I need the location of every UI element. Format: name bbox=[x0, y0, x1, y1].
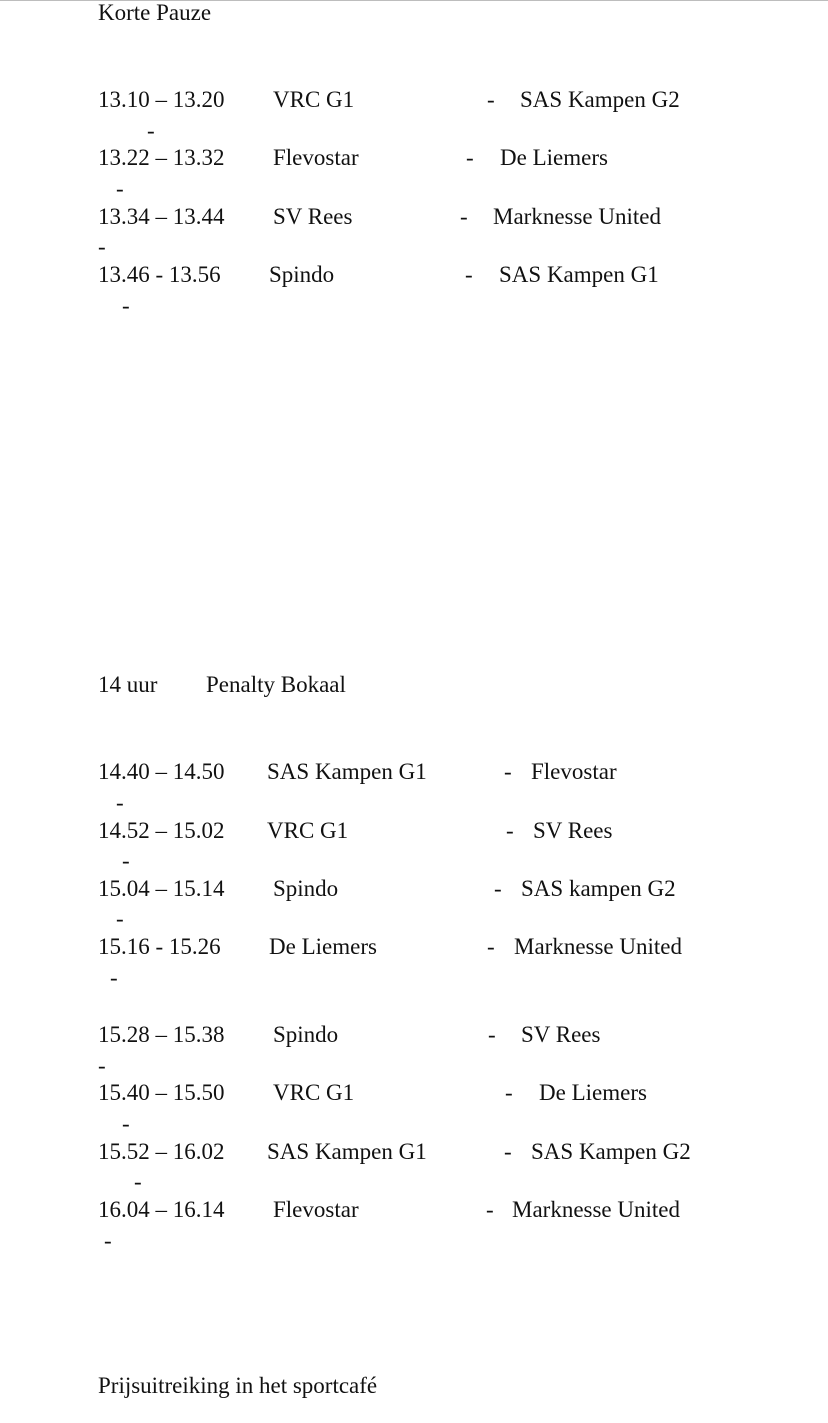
match-separator: - bbox=[505, 1080, 513, 1105]
match-home-team: SV Rees bbox=[273, 204, 353, 229]
match-time: 13.10 – 13.20 bbox=[98, 87, 225, 112]
match-time: 13.22 – 13.32 bbox=[98, 145, 225, 170]
penalty-label: Penalty Bokaal bbox=[206, 672, 346, 697]
match-away-team: SV Rees bbox=[533, 818, 613, 843]
match-away-team: Marknesse United bbox=[512, 1197, 680, 1222]
match-separator: - bbox=[504, 1139, 512, 1164]
match-home-team: SAS Kampen G1 bbox=[267, 1139, 427, 1164]
stray-dash: - bbox=[98, 1053, 106, 1078]
match-time: 15.28 – 15.38 bbox=[98, 1022, 225, 1047]
match-home-team: VRC G1 bbox=[267, 818, 349, 843]
match-away-team: Marknesse United bbox=[514, 934, 682, 959]
match-home-team: Flevostar bbox=[273, 145, 359, 170]
match-time: 13.34 – 13.44 bbox=[98, 204, 225, 229]
stray-dash: - bbox=[110, 965, 118, 990]
match-separator: - bbox=[486, 1197, 494, 1222]
match-away-team: Marknesse United bbox=[493, 204, 661, 229]
match-separator: - bbox=[504, 759, 512, 784]
match-time: 16.04 – 16.14 bbox=[98, 1197, 225, 1222]
match-time: 14.40 – 14.50 bbox=[98, 759, 225, 784]
match-time: 14.52 – 15.02 bbox=[98, 818, 225, 843]
match-home-team: De Liemers bbox=[269, 934, 377, 959]
match-separator: - bbox=[487, 87, 495, 112]
stray-dash: - bbox=[116, 176, 124, 201]
stray-dash: - bbox=[147, 118, 155, 143]
match-home-team: SAS Kampen G1 bbox=[267, 759, 427, 784]
stray-dash: - bbox=[116, 906, 124, 931]
match-home-team: VRC G1 bbox=[273, 1080, 355, 1105]
match-away-team: SAS Kampen G2 bbox=[520, 87, 680, 112]
match-separator: - bbox=[488, 1022, 496, 1047]
match-separator: - bbox=[506, 818, 514, 843]
match-time: 15.52 – 16.02 bbox=[98, 1139, 225, 1164]
stray-dash: - bbox=[122, 848, 130, 873]
match-time: 15.40 – 15.50 bbox=[98, 1080, 225, 1105]
stray-dash: - bbox=[116, 790, 124, 815]
stray-dash: - bbox=[104, 1228, 112, 1253]
penalty-time: 14 uur bbox=[98, 672, 158, 697]
match-separator: - bbox=[460, 204, 468, 229]
match-away-team: Flevostar bbox=[531, 759, 617, 784]
stray-dash: - bbox=[122, 293, 130, 318]
match-home-team: Spindo bbox=[273, 876, 339, 901]
match-away-team: SAS kampen G2 bbox=[521, 876, 676, 901]
match-separator: - bbox=[487, 934, 495, 959]
match-away-team: SAS Kampen G1 bbox=[499, 262, 659, 287]
match-time: 15.04 – 15.14 bbox=[98, 876, 225, 901]
match-home-team: Spindo bbox=[269, 262, 335, 287]
match-separator: - bbox=[466, 145, 474, 170]
match-home-team: VRC G1 bbox=[273, 87, 355, 112]
match-home-team: Flevostar bbox=[273, 1197, 359, 1222]
match-separator: - bbox=[465, 262, 473, 287]
match-away-team: SAS Kampen G2 bbox=[531, 1139, 691, 1164]
match-time: 15.16 - 15.26 bbox=[98, 934, 221, 959]
heading-korte-pauze: Korte Pauze bbox=[98, 0, 212, 25]
match-away-team: De Liemers bbox=[539, 1080, 647, 1105]
match-away-team: SV Rees bbox=[521, 1022, 601, 1047]
match-away-team: De Liemers bbox=[500, 145, 608, 170]
stray-dash: - bbox=[98, 234, 106, 259]
match-home-team: Spindo bbox=[273, 1022, 339, 1047]
match-separator: - bbox=[494, 876, 502, 901]
match-time: 13.46 - 13.56 bbox=[98, 262, 221, 287]
stray-dash: - bbox=[134, 1169, 142, 1194]
stray-dash: - bbox=[122, 1111, 130, 1136]
closing-note: Prijsuitreiking in het sportcafé bbox=[98, 1373, 378, 1398]
